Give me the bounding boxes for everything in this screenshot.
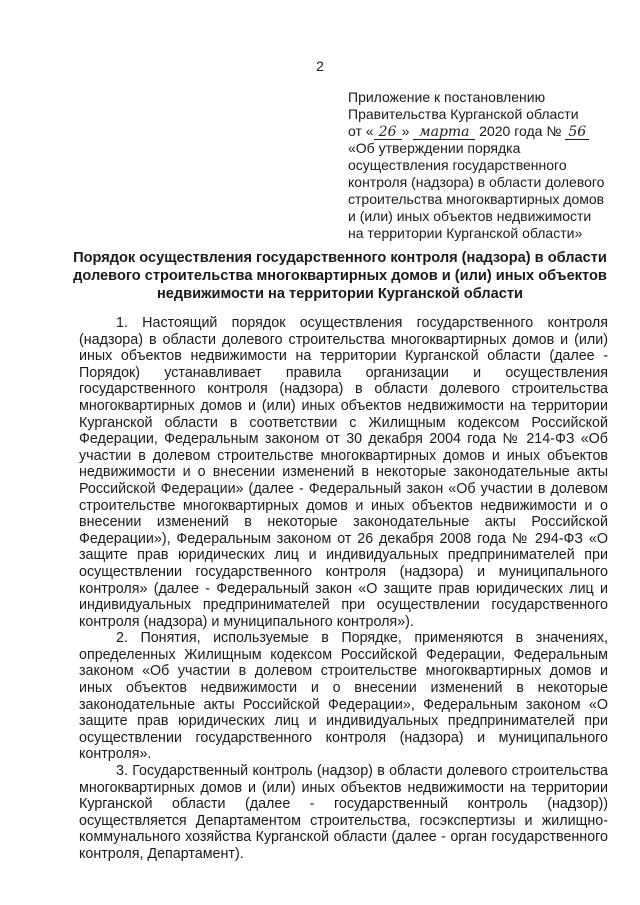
page-number: 2 (316, 58, 324, 74)
appendix-subject-line: строительства многоквартирных домов (348, 191, 605, 207)
appendix-subject-line: и (или) иных объектов недвижимости (348, 208, 592, 224)
paragraph-2: 2. Понятия, используемые в Порядке, применяются в значениях, определенных Жилищным кодексом Российской Федерации, Федеральным законом «Об участии в долевом строительстве многоквартирных домов и иных объектов недвижимости и о внесении изменений в некоторые законодательные акты Российской Федерации», Федеральным законом «О защите прав юридических лиц и индивидуальных предпринимателей при осуществлении государственного контроля (надзора) и муниципального контроля». (79, 630, 608, 763)
appendix-subject-line: осуществления государственного (348, 157, 567, 173)
handwritten-day: 26 (374, 125, 402, 140)
handwritten-month: марта (413, 125, 475, 140)
appendix-subject-line: контроля (надзора) в области долевого (348, 174, 605, 190)
appendix-subject-line: на территории Курганской области» (348, 225, 583, 241)
appendix-date-line (348, 123, 610, 140)
date-prefix: от « (348, 123, 374, 139)
paragraph-1: 1. Настоящий порядок осуществления государственного контроля (надзора) в области долевого строительства многоквартирных домов и (или) иных объектов недвижимости на территории Курганской области (далее - Порядок) устанавливает правила организации и осуществления государственного контроля (надзора) в области долевого строительства многоквартирных домов и (или) иных объектов недвижимости на территории Курганской области в соответствии с Жилищным кодексом Российской Федерации, Федеральным законом от 30 декабря 2004 года № 214-ФЗ «Об участии в долевом строительстве многоквартирных домов и иных объектов недвижимости и о внесении изменений в некоторые законодательные акты Российской Федерации» (далее - Федеральный закон «Об участии в долевом строительстве многоквартирных домов и иных объектов недвижимости и о внесении изменений в некоторые законодательные акты Российской Федерации»), Федеральным законом от 26 декабря 2008 года № 294-ФЗ «О защите прав юридических лиц и индивидуальных предпринимателей при осуществлении государственного контроля (надзора) и муниципального контроля» (далее - Федеральный закон «О защите прав юридических лиц и индивидуальных предпринимателей при осуществлении государственного контроля (надзора) и муниципального контроля»). (79, 315, 608, 630)
document-body (79, 315, 608, 863)
paragraph-3: 3. Государственный контроль (надзор) в области долевого строительства многоквартирных домов и (или) иных объектов недвижимости на территории Курганской области (далее - государственный контроль (надзор)) осуществляется Департаментом строительства, госэкспертизы и жилищно-коммунального хозяйства Курганской области (далее - орган государственного контроля, Департамент). (79, 763, 608, 862)
handwritten-doc-number: 56 (565, 125, 589, 140)
appendix-block (348, 89, 610, 242)
appendix-line-1: Приложение к постановлению (348, 89, 546, 105)
document-title: Порядок осуществления государственного контроля (надзора) в области долевого строительства многоквартирных домов и (или) иных объектов недвижимости на территории Курганской области (73, 250, 607, 302)
appendix-subject-line: «Об утверждении порядка (348, 140, 521, 156)
date-separator: » (401, 123, 410, 139)
date-suffix: 2020 года № (479, 123, 562, 139)
appendix-line-2: Правительства Курганской области (348, 106, 579, 122)
